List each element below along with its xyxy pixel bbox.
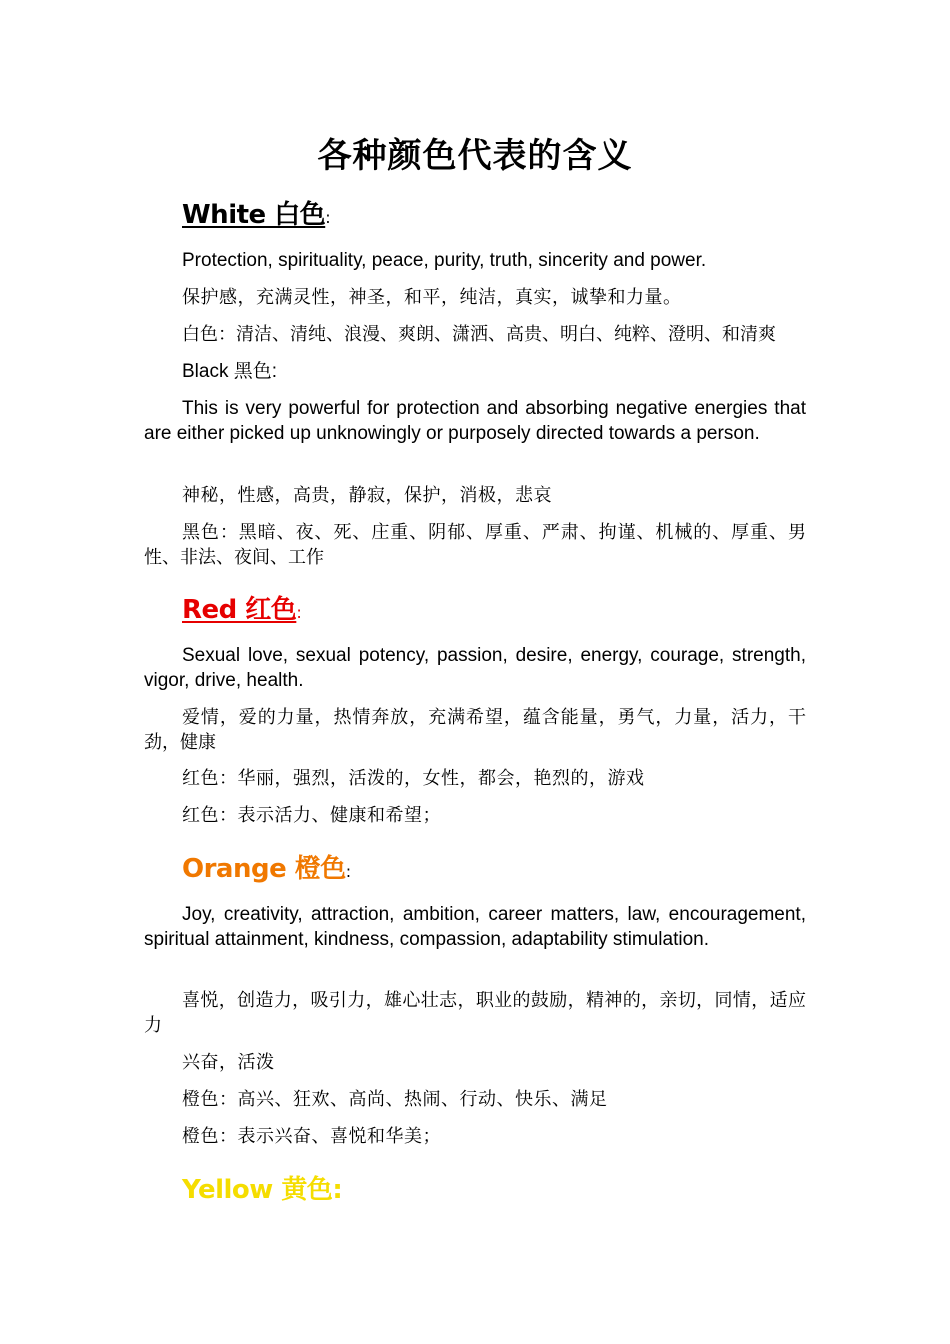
red-cn-paragraph-2: 红色：华丽，强烈，活泼的，女性，都会，艳烈的，游戏 xyxy=(182,768,645,789)
red-heading xyxy=(182,589,301,626)
black-heading: Black 黑色: xyxy=(182,361,278,382)
orange-cn-paragraph-4: 橙色：表示兴奋、喜悦和华美； xyxy=(182,1126,441,1147)
white-cn-paragraph-2: 白色：清洁、清纯、浪漫、爽朗、潇洒、高贵、明白、纯粹、澄明、和清爽 xyxy=(182,324,776,345)
orange-heading-text: Orange 橙色 xyxy=(182,854,346,884)
red-heading-text: Red 红色 xyxy=(182,595,297,625)
white-cn-paragraph-1: 保护感，充满灵性，神圣，和平，纯洁，真实，诚挚和力量。 xyxy=(182,287,682,308)
orange-heading-colon: : xyxy=(345,862,351,881)
black-cn-paragraph-2: 黑色：黑暗、夜、死、庄重、阴郁、厚重、严肃、拘谨、机械的、厚重、男性、非法、夜间、工作 xyxy=(144,522,806,568)
orange-en-paragraph: Joy, creativity, attraction, ambition, career matters, law, encouragement, spiritual attainment, kindness, compassion, adaptability stimulation. xyxy=(144,904,806,950)
red-cn-paragraph-3: 红色：表示活力、健康和希望； xyxy=(182,805,441,826)
white-heading-text: White 白色 xyxy=(182,200,326,230)
white-heading xyxy=(182,194,330,231)
orange-heading xyxy=(182,848,351,885)
black-en-paragraph: This is very powerful for protection and absorbing negative energies that are either picked up unknowingly or purposely directed towards a person. xyxy=(144,398,806,444)
red-heading-colon: : xyxy=(296,603,302,622)
black-cn-paragraph-1: 神秘，性感，高贵，静寂，保护，消极，悲哀 xyxy=(182,485,552,506)
white-en-paragraph: Protection, spirituality, peace, purity, truth, sincerity and power. xyxy=(182,250,707,271)
page-title: 各种颜色代表的含义 xyxy=(317,136,633,176)
yellow-heading: Yellow 黄色: xyxy=(182,1175,343,1205)
white-heading-colon: : xyxy=(325,208,331,227)
orange-cn-paragraph-3: 橙色：高兴、狂欢、高尚、热闹、行动、快乐、满足 xyxy=(182,1089,608,1110)
orange-cn-paragraph-1: 喜悦，创造力，吸引力，雄心壮志，职业的鼓励，精神的，亲切，同情，适应力 xyxy=(144,990,806,1036)
red-cn-paragraph-1: 爱情，爱的力量，热情奔放，充满希望，蕴含能量，勇气，力量，活力，干劲，健康 xyxy=(144,707,806,753)
red-en-paragraph: Sexual love, sexual potency, passion, desire, energy, courage, strength, vigor, drive, health. xyxy=(144,645,806,691)
orange-cn-paragraph-2: 兴奋，活泼 xyxy=(182,1052,275,1073)
